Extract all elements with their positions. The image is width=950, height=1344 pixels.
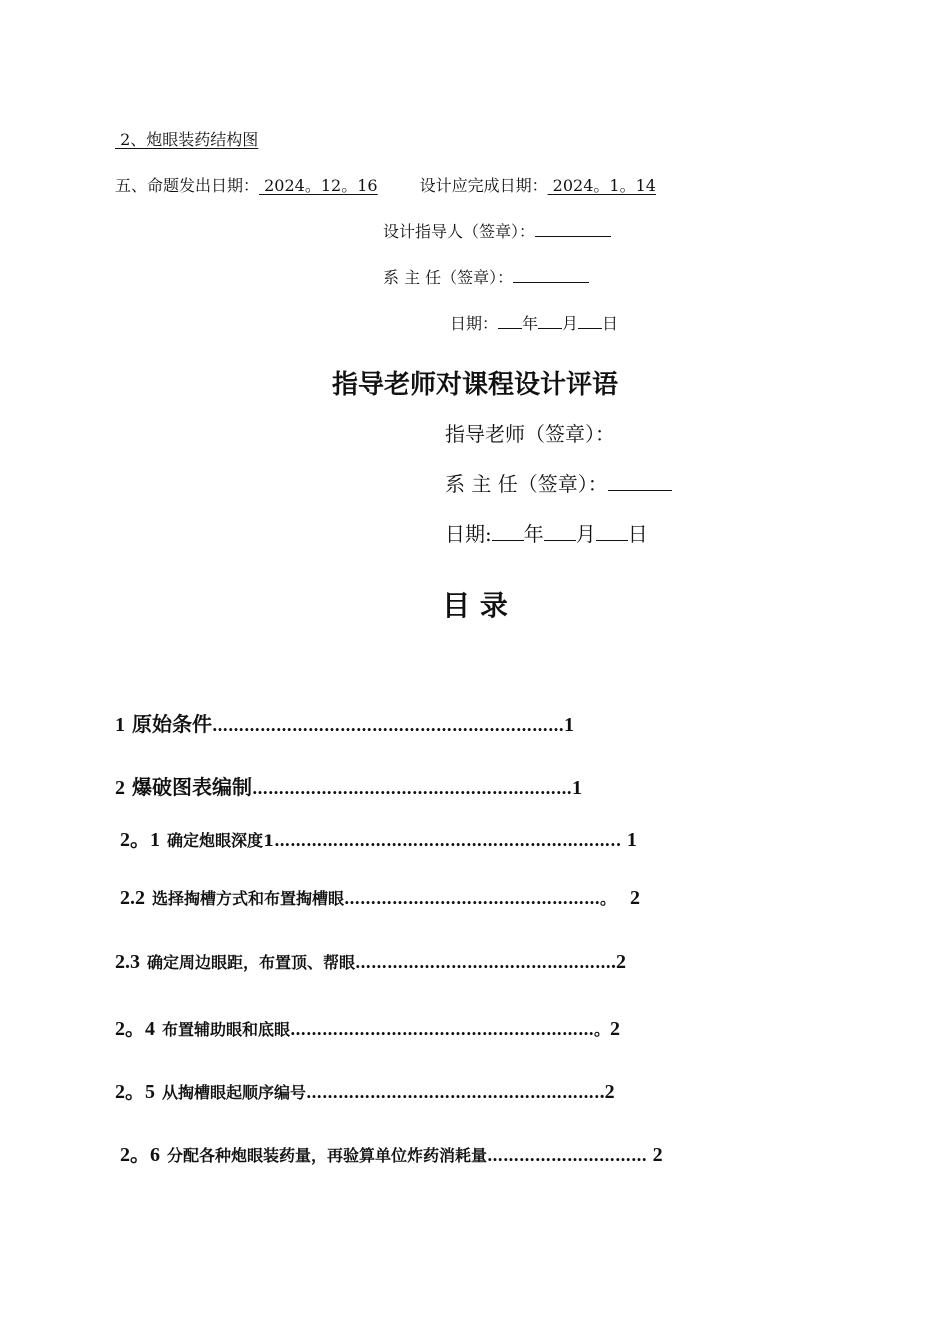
- toc-entry[interactable]: [115, 1012, 620, 1041]
- toc-heading: 目 录: [442, 589, 508, 622]
- toc-entry[interactable]: [115, 949, 626, 974]
- toc-entry-number: 1: [115, 714, 125, 736]
- toc-entry-number: 2。6: [120, 1144, 160, 1166]
- date-label-2: 日期:: [445, 522, 492, 546]
- date-year-label-2: 年: [523, 522, 544, 546]
- supervisor-sign-blank: [535, 222, 611, 237]
- toc-entry-leader: 1………………………………………………………..: [262, 831, 627, 850]
- toc-entry-title: 确定炮眼深度: [166, 831, 263, 850]
- toc-entry-number: 2: [115, 777, 125, 799]
- date-year-blank: [498, 314, 522, 329]
- toc-entry-page: 2: [629, 887, 640, 909]
- complete-date-value: 2024。1。14: [552, 176, 656, 195]
- date-year-blank-2: [492, 522, 524, 541]
- date-line: [450, 311, 618, 334]
- date-month-blank-2: [544, 522, 576, 541]
- toc-entry-number: 2。1: [120, 829, 160, 851]
- item-2-line: [115, 127, 500, 150]
- teacher-sign-line: [445, 418, 615, 447]
- complete-date-label: 设计应完成日期：: [419, 176, 548, 195]
- item-2-text: 2、炮眼装药结构图: [120, 130, 259, 149]
- comment-heading: 指导老师对课程设计评语: [331, 370, 618, 400]
- director-sign-line: [383, 265, 589, 288]
- date-month-label-2: 月: [575, 522, 596, 546]
- toc-entry-number: 2.3: [115, 951, 140, 973]
- date-year-label: 年: [522, 314, 539, 333]
- toc-entry-title: 确定周边眼距，布置顶、帮眼: [146, 953, 355, 972]
- supervisor-sign-line: [383, 219, 611, 242]
- toc-entry-leader: …………………………………………。: [343, 889, 616, 908]
- issue-date-label: 五、命题发出日期：: [115, 176, 260, 195]
- toc-entry-title: 布置辅助眼和底眼: [161, 1020, 290, 1039]
- toc-entry-title: 分配各种炮眼装药量，再验算单位炸药消耗量: [166, 1146, 487, 1165]
- teacher-sign-label: 指导老师（签章）：: [445, 422, 615, 446]
- dates-line: [115, 173, 704, 196]
- issue-date-value: 2024。12。16: [264, 176, 378, 195]
- toc-entry[interactable]: [120, 1138, 663, 1167]
- toc-entry[interactable]: [120, 885, 640, 910]
- toc-entry-number: 2。4: [115, 1018, 155, 1040]
- toc-entry-title: 选择掏槽方式和布置掏槽眼: [151, 889, 344, 908]
- toc-entry-leader: …………………………: [486, 1146, 653, 1165]
- date-month-blank: [538, 314, 562, 329]
- director-sign2-blank: [608, 472, 672, 491]
- toc-entry-page: 2: [652, 1144, 663, 1166]
- toc-entry[interactable]: [115, 708, 574, 737]
- toc-entry-leader: ……………………………………………………: [251, 779, 572, 798]
- toc-entry-leader: …………………………………………: [354, 953, 611, 972]
- toc-entry[interactable]: [120, 823, 637, 852]
- toc-entry-leader: …………………………………………………………: [211, 716, 564, 735]
- director-sign2-label: 系 主 任（签章）：: [445, 472, 608, 496]
- director-sign-blank: [513, 268, 589, 283]
- toc-entry-page: 1: [571, 777, 582, 799]
- date-month-label: 月: [562, 314, 579, 333]
- toc-entry-number: 2.2: [120, 887, 145, 909]
- date-label: 日期：: [450, 314, 499, 333]
- toc-entry[interactable]: [115, 1075, 615, 1104]
- toc-entry-page: .2: [610, 951, 626, 973]
- date-day-blank-2: [596, 522, 628, 541]
- supervisor-sign-label: 设计指导人（签章）：: [383, 222, 536, 241]
- toc-entry-title: 从掏槽眼起顺序编号: [161, 1083, 306, 1102]
- toc-entry-leader: …………………………………………………。: [289, 1020, 610, 1039]
- date-day-label-2: 日: [627, 522, 648, 546]
- toc-entry-page: 1: [563, 714, 574, 736]
- toc-entry-title: 爆破图表编制: [131, 775, 252, 799]
- director-sign2-line: [445, 468, 672, 497]
- toc-entry[interactable]: [115, 771, 582, 800]
- toc-entry-page: .2: [599, 1081, 615, 1103]
- date-day-blank: [578, 314, 602, 329]
- toc-entry-number: 2。5: [115, 1081, 155, 1103]
- toc-entry-title: 原始条件: [131, 712, 212, 736]
- toc-entry-page: 1: [626, 829, 637, 851]
- date-day-label: 日: [602, 314, 619, 333]
- date-line-2: [445, 518, 648, 547]
- toc-entry-leader: ……………………………………………….: [305, 1083, 600, 1102]
- toc-entry-page: 2: [610, 1018, 620, 1040]
- director-sign-label: 系 主 任（签章）：: [383, 268, 514, 287]
